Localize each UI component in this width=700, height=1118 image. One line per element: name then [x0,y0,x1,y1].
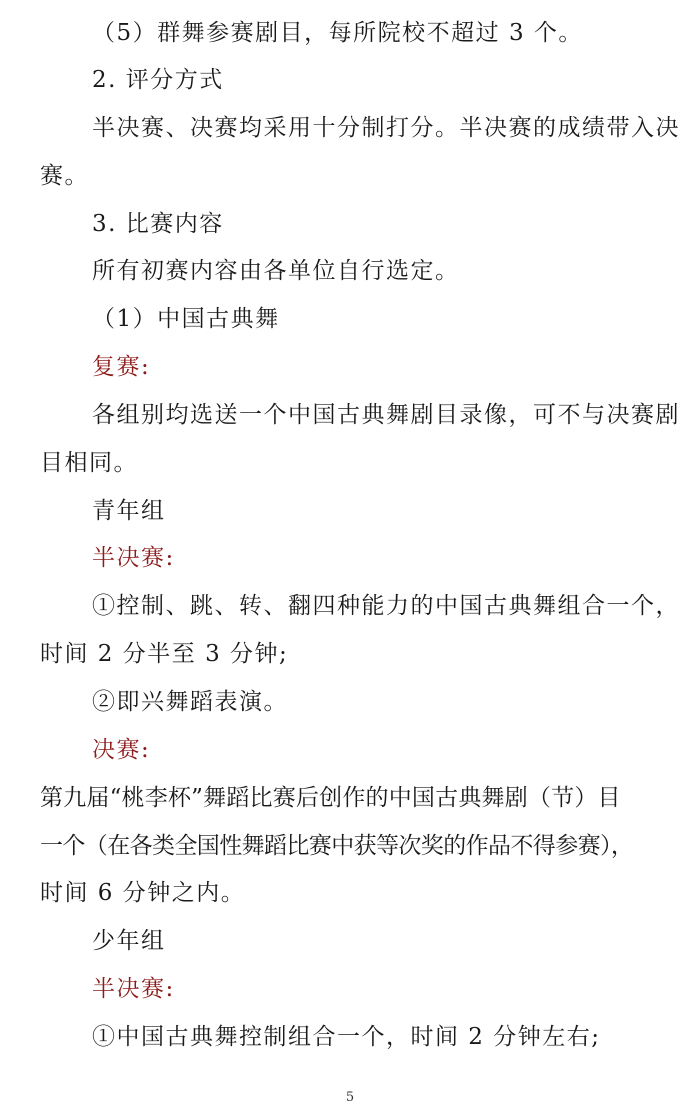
label-semifinal-junior: 半决赛: [92,976,175,1002]
label-second-round: 复赛: [92,354,151,380]
list-item-junior-semifinal-1: ①中国古典舞控制组合一个，时间 2 分钟左右; [92,1024,601,1050]
label-semifinal-youth: 半决赛: [92,545,175,571]
list-item-youth-semifinal-2: ②即兴舞蹈表演。 [92,689,288,715]
list-item-group-dance-limit: （5）群舞参赛剧目，每所院校不超过 3 个。 [92,20,583,46]
paragraph-second-round-line-2: 目相同。 [40,450,138,476]
list-item-youth-semifinal-1-line-1: ①控制、跳、转、翻四种能力的中国古典舞组合一个， [92,593,680,619]
group-heading-junior: 少年组 [92,928,166,954]
section-heading-scoring: 2. 评分方式 [92,67,224,93]
subsection-classical-dance: （1）中国古典舞 [92,306,280,332]
group-heading-youth: 青年组 [92,498,166,524]
list-item-youth-semifinal-1-line-2: 时间 2 分半至 3 分钟; [40,641,289,667]
paragraph-second-round-line-1: 各组别均选送一个中国古典舞剧目录像，可不与决赛剧 [92,402,680,428]
paragraph-scoring-line-1: 半决赛、决赛均采用十分制打分。半决赛的成绩带入决 [92,115,680,141]
paragraph-preliminary: 所有初赛内容由各单位自行选定。 [92,258,460,284]
page-number: 5 [345,1090,355,1105]
section-heading-content: 3. 比赛内容 [92,211,224,237]
label-final-youth: 决赛: [92,737,151,763]
paragraph-scoring-line-2: 赛。 [40,163,89,189]
paragraph-final-line-3: 时间 6 分钟之内。 [40,880,246,906]
paragraph-final-line-2: 一个（在各类全国性舞蹈比赛中获等次奖的作品不得参赛）， [40,833,634,859]
paragraph-final-line-1: 第九届“桃李杯”舞蹈比赛后创作的中国古典舞剧（节）目 [40,785,621,811]
